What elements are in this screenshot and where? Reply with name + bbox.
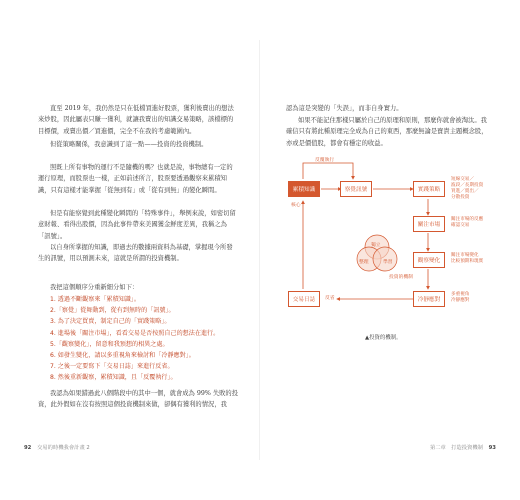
left-paragraph-5: 以自身所掌握的知識，即過去的數據兩資料為基礎，掌握現今所發生的訊號，用以預測未來，這就是所謂的投資機制。 (38, 244, 233, 263)
step-item: 7. 之後一定要寫下「交易日誌」來進行反省。 (50, 363, 174, 371)
left-closing-paragraph: 我認為如果錯過此八個階段中的其中一個，就會成為 99% 失敗的投資，此外假如在沒有按照這個投資機制來做，卻偶有獲利的情況，我 (38, 390, 239, 409)
box-observe-change: 觀察變化 (413, 252, 445, 268)
step-item: 8. 然後重新觀察，累積知識，且「反覆執行」。 (50, 374, 177, 382)
step-item: 4. 進場後「關注市場」，看看交易是否按照自己的想法在進行。 (50, 329, 220, 337)
left-paragraph-4: 但是有能察覺到此種變化瞬間的「特殊事件」，舉例來說，如密切留意財報、看得出股價，因為此事件帶來美國獲金鮮度差異，我稱之為「訊號」。 (38, 210, 236, 240)
investment-mechanism-diagram (285, 155, 500, 345)
box-watch-market: 關注市場 (413, 216, 445, 232)
right-running-title: 第二章 打造投資機制 (429, 445, 483, 451)
core-label: 核心 (291, 203, 301, 208)
venn-caption: 投資的機制 (389, 275, 413, 280)
venn-label-left: 整理 (359, 260, 369, 265)
right-footer (430, 443, 496, 451)
box-trade-journal: 交易日誌 (288, 291, 320, 307)
diagram-caption: ▲投資的機制。 (365, 335, 402, 341)
note-calm: 多重視角 冷靜應對 (451, 292, 470, 303)
step-item: 3. 為了決定買賣，制定自己的「實踐策略」。 (50, 318, 171, 326)
right-page-number: 93 (488, 445, 496, 451)
note-watch: 關注市場的反應 確認交易 (451, 217, 484, 228)
list-intro: 我把這個順序分重新細分如下： (50, 284, 139, 291)
box-practice-strategy: 實踐策略 (413, 181, 445, 197)
step-item: 1. 透過不斷觀察來「累積知識」。 (50, 296, 141, 303)
right-paragraph-2: 如果不能記住那樣只屬於自己的原理和原則，那麼你就會被淘汰。我確信只有將此種原理完全成為自己的東西，那麼無論是寶貴主題概念股，亦或是價值股，都會有穩定的收益。 (286, 117, 488, 147)
box-calm-response: 冷靜應對 (413, 291, 445, 307)
note-observe: 關注市場變化 比較預期和現實 (451, 253, 484, 264)
left-paragraph-1: 直至 2019 年，我仍然是只在低檔買進好股票，獲利後賣出的想法來炒股，因此屬表只賺一獲利，就讓我賣出的知識交易策略，該檔標的目標價，或賣出價／買進價，完全不在我的考慮範圍內。 (38, 105, 234, 135)
steps-list (50, 294, 219, 384)
repeat-label: 反覆執行 (315, 158, 335, 163)
venn-label-right: 學習 (383, 260, 393, 265)
left-page-number: 92 (24, 445, 32, 451)
note-strategy: 短線交易／ 波段／長期投資 買進／賣出／ 分散投資 (451, 177, 484, 200)
journal-reflect-label: 反省 (325, 296, 335, 301)
venn-label-top: 獨立 (371, 243, 381, 248)
step-item: 2.「察覺」從舞動到，從有到無時的「訊號」。 (50, 307, 175, 315)
right-paragraph-1: 認為這是突變的「失誤」，而非自身實力。 (286, 105, 403, 112)
step-item: 5.「觀察變化」，留意和我預想的相異之處。 (50, 340, 169, 348)
box-accumulate-knowledge: 累積知識 (288, 181, 320, 197)
left-running-title: 交易的時機我會計畫 2 (37, 445, 90, 451)
left-footer (24, 443, 90, 451)
left-paragraph-2: 但從策略關係，我意識到了這一點——投資的投資機制。 (50, 141, 208, 148)
box-detect-signal: 察覺訊號 (340, 181, 372, 197)
step-item: 6. 如發生變化，請以多重視角來檢討和「冷靜應對」。 (50, 352, 195, 360)
left-paragraph-3: 照既上所有事物的運行不是隨機的嗎？也就是說，事物總有一定的運行原理，而股票也一樣，正如前述所言，股票要透過觀察來累積知識，只有這樣才能掌握「從無到有」或「從有到無」的變化瞬間。 (38, 164, 233, 194)
